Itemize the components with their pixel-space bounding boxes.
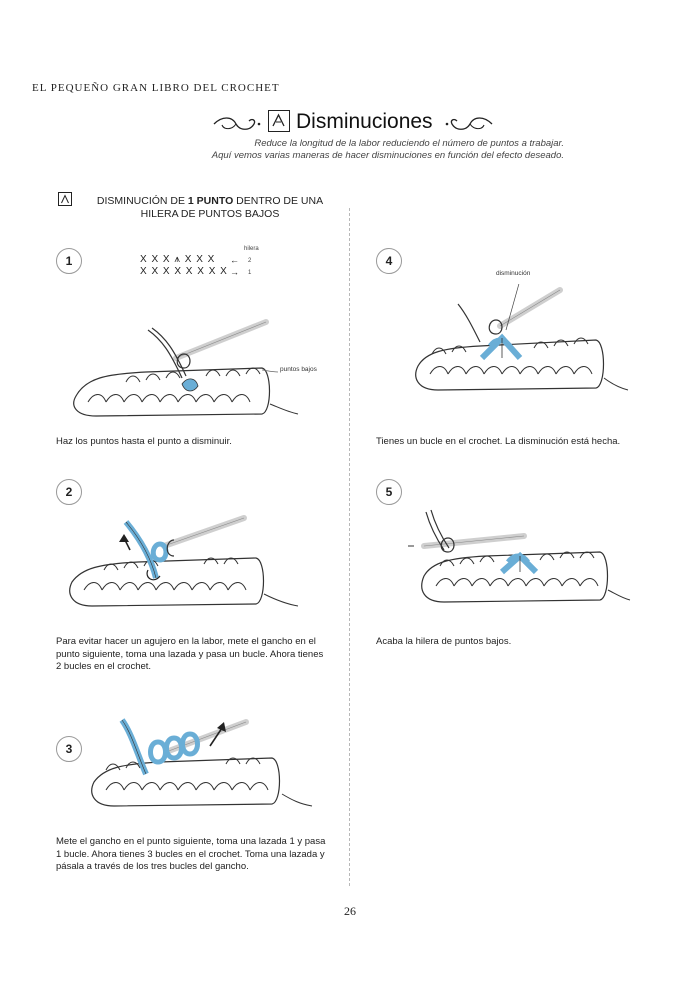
page-title: Disminuciones [296,110,433,133]
column-divider [349,208,350,886]
legend-row-1-number: 2 [248,258,252,264]
step-4-illustration [410,284,630,404]
step-5-caption: Acaba la hilera de puntos bajos. [376,636,512,647]
legend-arrow-2: → [230,267,239,277]
legend-row-1: X X X ⩚ X X X [140,254,216,265]
step-2-number: 2 [56,479,82,505]
step-3-number: 3 [56,736,82,762]
section-prefix: DISMINUCIÓN DE [96,195,188,207]
intro-line-2: Aquí vemos varias maneras de hacer disminuciones en función del efecto deseado. [211,150,564,161]
label-puntos-bajos: puntos bajos [280,366,317,373]
title-row [0,106,700,138]
step-4-number: 4 [376,248,402,274]
page-number: 26 [344,904,356,918]
flourish-left-icon [212,116,264,132]
stitch-chart-legend [140,246,280,280]
step-5-illustration [404,502,634,622]
label-disminucion: disminución [496,270,531,277]
legend-header: hilera [244,246,259,252]
step-2-caption: Para evitar hacer un agujero en la labor, mete el gancho en el punto siguiente, toma una lazada y pasa un bucle. Ahora tienes 2 bucles en el crochet. [56,636,324,672]
section-suffix: DENTRO DE UNA HILERA DE PUNTOS BAJOS [140,195,324,220]
step-1-caption: Haz los puntos hasta el punto a disminuir. [56,436,232,447]
flourish-right-icon [442,116,494,132]
legend-arrow-1: ← [230,255,239,265]
triangle-level-icon [58,192,72,206]
step-2-illustration [64,514,304,624]
step-3-illustration [86,712,316,822]
step-5-number: 5 [376,479,402,505]
section-heading-text [80,195,340,221]
intro-line-1: Reduce la longitud de la labor reduciendo el número de puntos a trabajar. [254,138,564,149]
step-4-caption: Tienes un bucle en el crochet. La disminución está hecha. [376,436,621,447]
step-1-number: 1 [56,248,82,274]
section-bold: 1 PUNTO [187,195,234,207]
legend-row-2-number: 1 [248,270,252,276]
intro-text [104,138,564,162]
triangle-level-icon [268,110,290,132]
step-3-caption: Mete el gancho en el punto siguiente, toma una lazada 1 y pasa 1 bucle. Ahora tienes 3 bucles en el crochet. Toma una lazada y pásala a través de los tres bucles del gancho. [56,836,326,872]
legend-row-2: X X X X X X X X [140,266,228,277]
running-head: EL PEQUEÑO GRAN LIBRO DEL CROCHET [32,82,280,94]
step-1-illustration [66,318,306,428]
